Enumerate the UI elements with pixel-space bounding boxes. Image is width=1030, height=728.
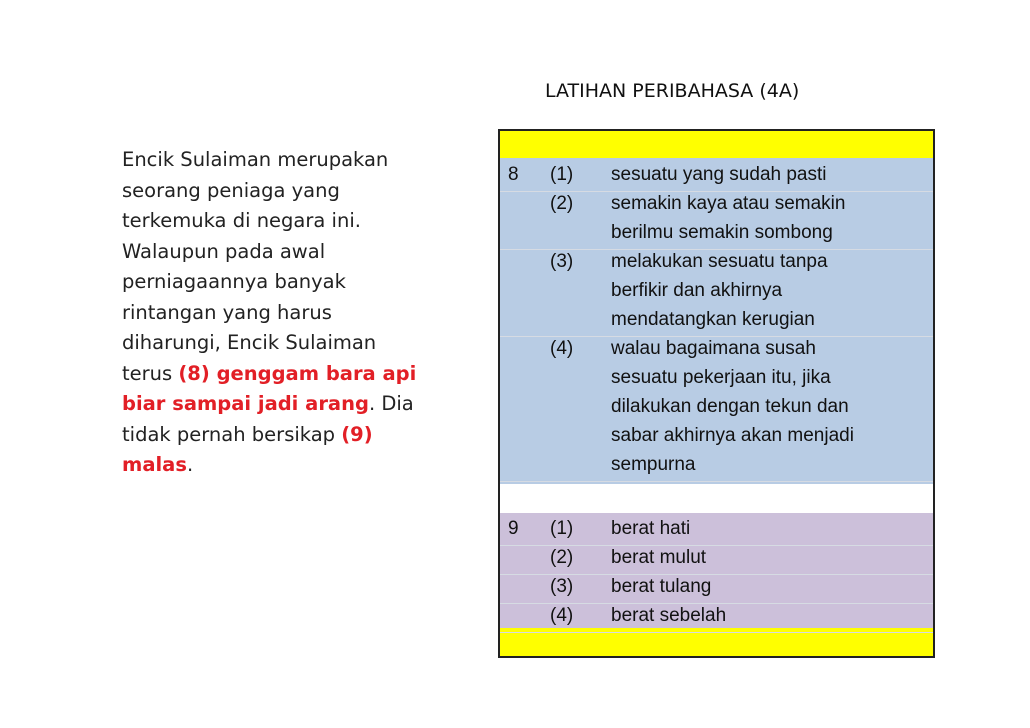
option-9-2-index: (2) — [550, 547, 574, 568]
highlighted-blank-8: (8) genggam bara api — [178, 361, 417, 385]
highlighted-blank-8-cont: biar sampai jadi arang — [122, 392, 369, 415]
option-9-3-text: berat tulang — [611, 576, 712, 597]
row-divider — [500, 191, 933, 192]
passage-line: perniagaannya banyak — [122, 270, 346, 293]
passage-line — [122, 359, 462, 390]
row-divider — [500, 336, 933, 337]
option-8-3-text: mendatangkan kerugian — [611, 309, 815, 330]
row-divider — [500, 481, 933, 482]
option-8-4-text: dilakukan dengan tekun dan — [611, 396, 849, 417]
highlighted-blank-9: (9) — [341, 422, 373, 446]
option-9-2-text: berat mulut — [611, 547, 707, 568]
passage-line: rintangan yang harus — [122, 300, 332, 324]
answer-options-table — [498, 129, 935, 658]
row-divider — [500, 249, 933, 250]
option-9-4-text: berat sebelah — [611, 605, 727, 626]
option-8-3-text: melakukan sesuatu tanpa — [611, 251, 828, 272]
option-8-2-text: semakin kaya atau semakin — [611, 193, 846, 214]
passage-line — [122, 450, 462, 481]
option-8-3-text: berfikir dan akhirnya — [611, 280, 783, 301]
passage-line: diharungi, Encik Sulaiman — [122, 331, 377, 354]
passage-line: terkemuka di negara ini. — [122, 209, 361, 232]
row-divider — [500, 574, 933, 575]
question-9-number: 9 — [508, 518, 519, 539]
option-9-4-index: (4) — [550, 605, 574, 626]
option-8-1-index: (1) — [550, 164, 574, 185]
option-8-4-text: sesuatu pekerjaan itu, jika — [611, 367, 831, 388]
row-divider — [500, 603, 933, 604]
option-8-2-text: berilmu semakin sombong — [611, 222, 833, 243]
passage-line: Encik Sulaiman merupakan — [122, 148, 389, 171]
option-8-4-text: walau bagaimana susah — [611, 338, 816, 359]
passage-text-segment: terus — [122, 361, 179, 385]
passage-line — [122, 389, 462, 420]
passage-line: Walaupun pada awal — [122, 239, 326, 263]
question-8-number: 8 — [508, 164, 519, 185]
header-band — [500, 131, 933, 158]
option-9-1-index: (1) — [550, 518, 574, 539]
option-8-4-text: sabar akhirnya akan menjadi — [611, 425, 854, 446]
row-divider — [500, 545, 933, 546]
option-8-3-index: (3) — [550, 251, 574, 272]
option-8-1-text: sesuatu yang sudah pasti — [611, 164, 827, 185]
passage-line — [122, 420, 462, 451]
highlighted-blank-9-word: malas — [122, 453, 187, 476]
row-divider — [500, 632, 933, 633]
page-title: LATIHAN PERIBAHASA (4A) — [545, 80, 800, 102]
passage-text-segment: tidak pernah bersikap — [122, 422, 342, 446]
passage-text-segment: . — [186, 453, 194, 476]
passage-text-segment: . Dia — [368, 392, 414, 415]
option-8-2-index: (2) — [550, 193, 574, 214]
spacer-band — [500, 484, 933, 513]
passage-line: seorang peniaga yang — [122, 178, 340, 202]
option-8-4-index: (4) — [550, 338, 574, 359]
option-9-3-index: (3) — [550, 576, 574, 597]
option-8-4-text: sempurna — [611, 454, 696, 475]
option-9-1-text: berat hati — [611, 518, 691, 539]
passage-text — [122, 145, 462, 481]
